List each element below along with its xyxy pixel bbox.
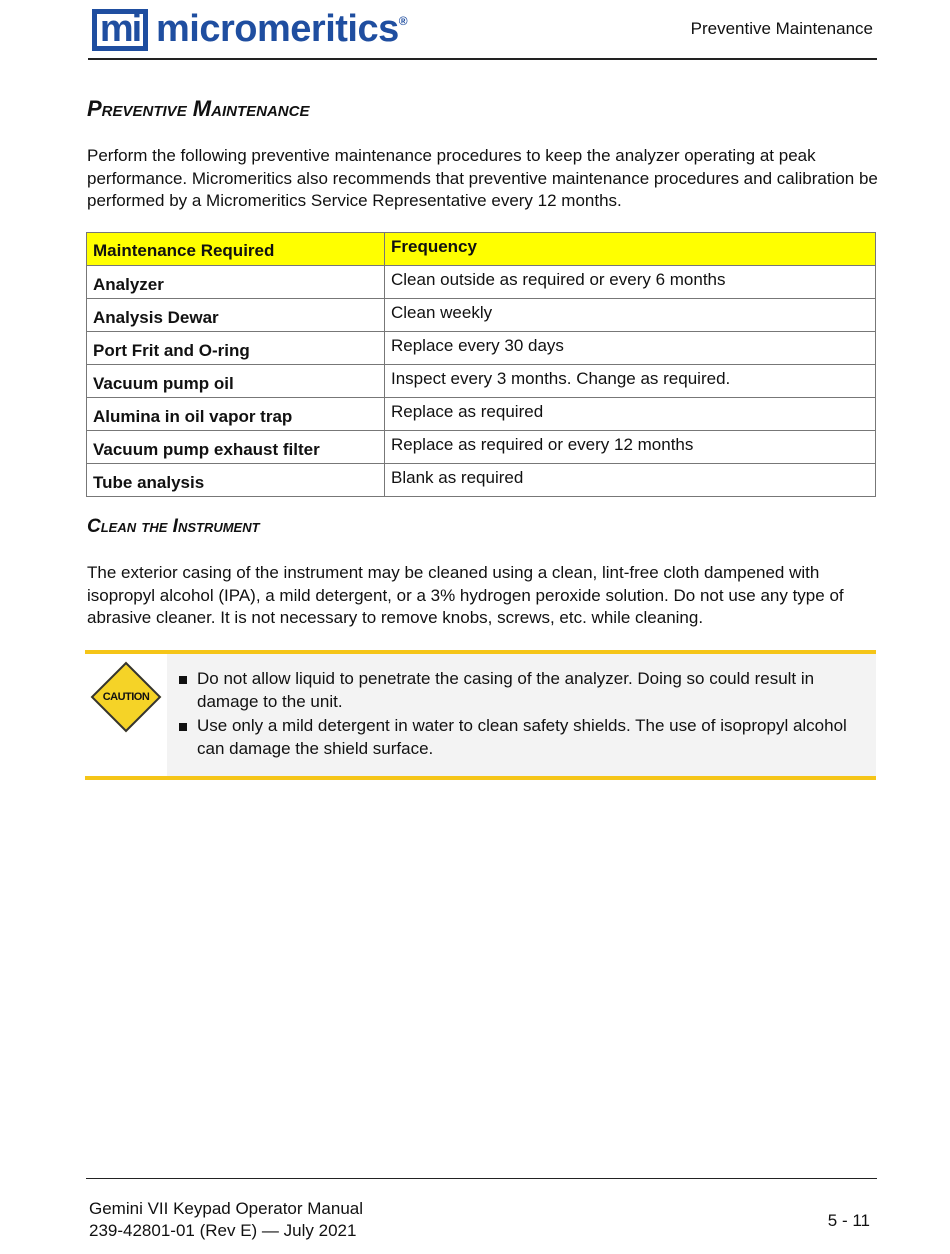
frequency: Clean weekly: [385, 299, 876, 332]
column-header: Frequency: [385, 233, 876, 266]
logo-text: micromeritics®: [156, 8, 408, 50]
intro-paragraph: Perform the following preventive maintenance procedures to keep the analyzer operating at peak performance. Micromeritics also recommends that preventive maintenance procedures and calibration be performed by a Micromeritics Service Representative every 12 months.: [87, 146, 878, 210]
page-title: Preventive Maintenance: [87, 96, 310, 121]
table-row: [87, 365, 876, 398]
table-row: [87, 266, 876, 299]
maintenance-item: Vacuum pump oil: [87, 365, 385, 398]
maintenance-item: Analysis Dewar: [87, 299, 385, 332]
footer-rule: [86, 1178, 877, 1179]
maintenance-item: Alumina in oil vapor trap: [87, 398, 385, 431]
caution-item: Do not allow liquid to penetrate the casing of the analyzer. Doing so could result in damage to the unit.: [179, 668, 866, 713]
table-row: [87, 398, 876, 431]
logo-mark: mi: [92, 9, 148, 51]
maintenance-item: Analyzer: [87, 266, 385, 299]
frequency: Blank as required: [385, 464, 876, 497]
frequency: Inspect every 3 months. Change as required.: [385, 365, 876, 398]
clean-paragraph: The exterior casing of the instrument may be cleaned using a clean, lint-free cloth dampened with isopropyl alcohol (IPA), a mild detergent, or a 3% hydrogen peroxide solution. Do not use any type of abrasive cleaner. It is not necessary to remove knobs, screws, etc. while cleaning.: [87, 563, 844, 627]
frequency: Replace every 30 days: [385, 332, 876, 365]
frequency: Clean outside as required or every 6 months: [385, 266, 876, 299]
table-row: [87, 299, 876, 332]
maintenance-item: Tube analysis: [87, 464, 385, 497]
table-row: [87, 431, 876, 464]
caution-icon: CAUTION: [91, 662, 162, 733]
maintenance-item: Vacuum pump exhaust filter: [87, 431, 385, 464]
section-title: Clean the Instrument: [87, 516, 260, 537]
table-row: [87, 464, 876, 497]
frequency: Replace as required: [385, 398, 876, 431]
caution-box: [85, 650, 876, 780]
manual-title: Gemini VII Keypad Operator Manual: [89, 1199, 364, 1218]
document-number: 239-42801-01 (Rev E) — July 2021: [89, 1221, 357, 1240]
frequency: Replace as required or every 12 months: [385, 431, 876, 464]
micromeritics-logo: [92, 8, 407, 51]
maintenance-item: Port Frit and O-ring: [87, 332, 385, 365]
table-row: [87, 332, 876, 365]
column-header: Maintenance Required: [87, 233, 385, 266]
running-header: Preventive Maintenance: [690, 19, 873, 38]
header-rule: [88, 58, 877, 60]
page-number: 5 - 11: [827, 1211, 870, 1230]
maintenance-table: [86, 232, 876, 497]
caution-item: Use only a mild detergent in water to clean safety shields. The use of isopropyl alcohol can damage the shield surface.: [179, 715, 866, 760]
